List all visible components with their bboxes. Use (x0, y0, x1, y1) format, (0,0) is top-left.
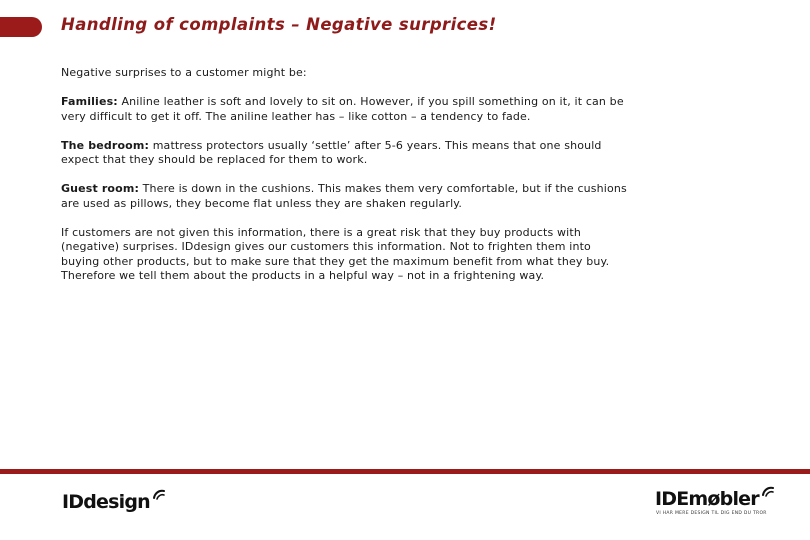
closing-paragraph: If customers are not given this information, there is a great risk that they buy products with (negative) surprises. IDdesign gives our customers this information. Not to frighten them into buying other products, but to make sure that they get the maximum benefit from what they buy. Therefore we tell them about the products in a helpful way – not in a frightening way. (61, 225, 610, 282)
bedroom-lead: The bedroom: (61, 138, 150, 152)
intro-paragraph: Negative surprises to a customer might be: (61, 66, 307, 79)
families-lead: Families: (61, 95, 118, 108)
guest-room-paragraph (61, 182, 631, 211)
bedroom-paragraph (61, 139, 631, 168)
footer-divider (0, 469, 810, 474)
logo-swirl-icon (761, 484, 775, 498)
idemobler-logo (655, 484, 775, 510)
guest-room-lead: Guest room: (61, 182, 140, 195)
families-text: Aniline leather is soft and lovely to sit on. However, if you spill something on it, it can be very difficult to get it off. The aniline leather has – like cotton – a tendency to fade. (61, 95, 624, 123)
logo-swirl-icon (152, 487, 166, 501)
page-title: Handling of complaints – Negative surprices! (61, 15, 497, 34)
idemobler-logo-text: IDEmøbler (655, 488, 759, 510)
bedroom-text: mattress protectors usually ‘settle’ after 5-6 years. This means that one should expect that they should be replaced for them to work. (61, 138, 602, 166)
title-accent-bar (0, 17, 42, 37)
iddesign-logo-text: IDdesign (62, 491, 150, 513)
guest-room-text: There is down in the cushions. This makes them very comfortable, but if the cushions are used as pillows, they become flat unless they are shaken regularly. (61, 182, 627, 210)
families-paragraph (61, 95, 631, 124)
iddesign-logo (62, 487, 166, 513)
idemobler-tagline: VI HAR MERE DESIGN TIL DIG END DU TROR (656, 511, 767, 516)
body-text (61, 66, 631, 298)
